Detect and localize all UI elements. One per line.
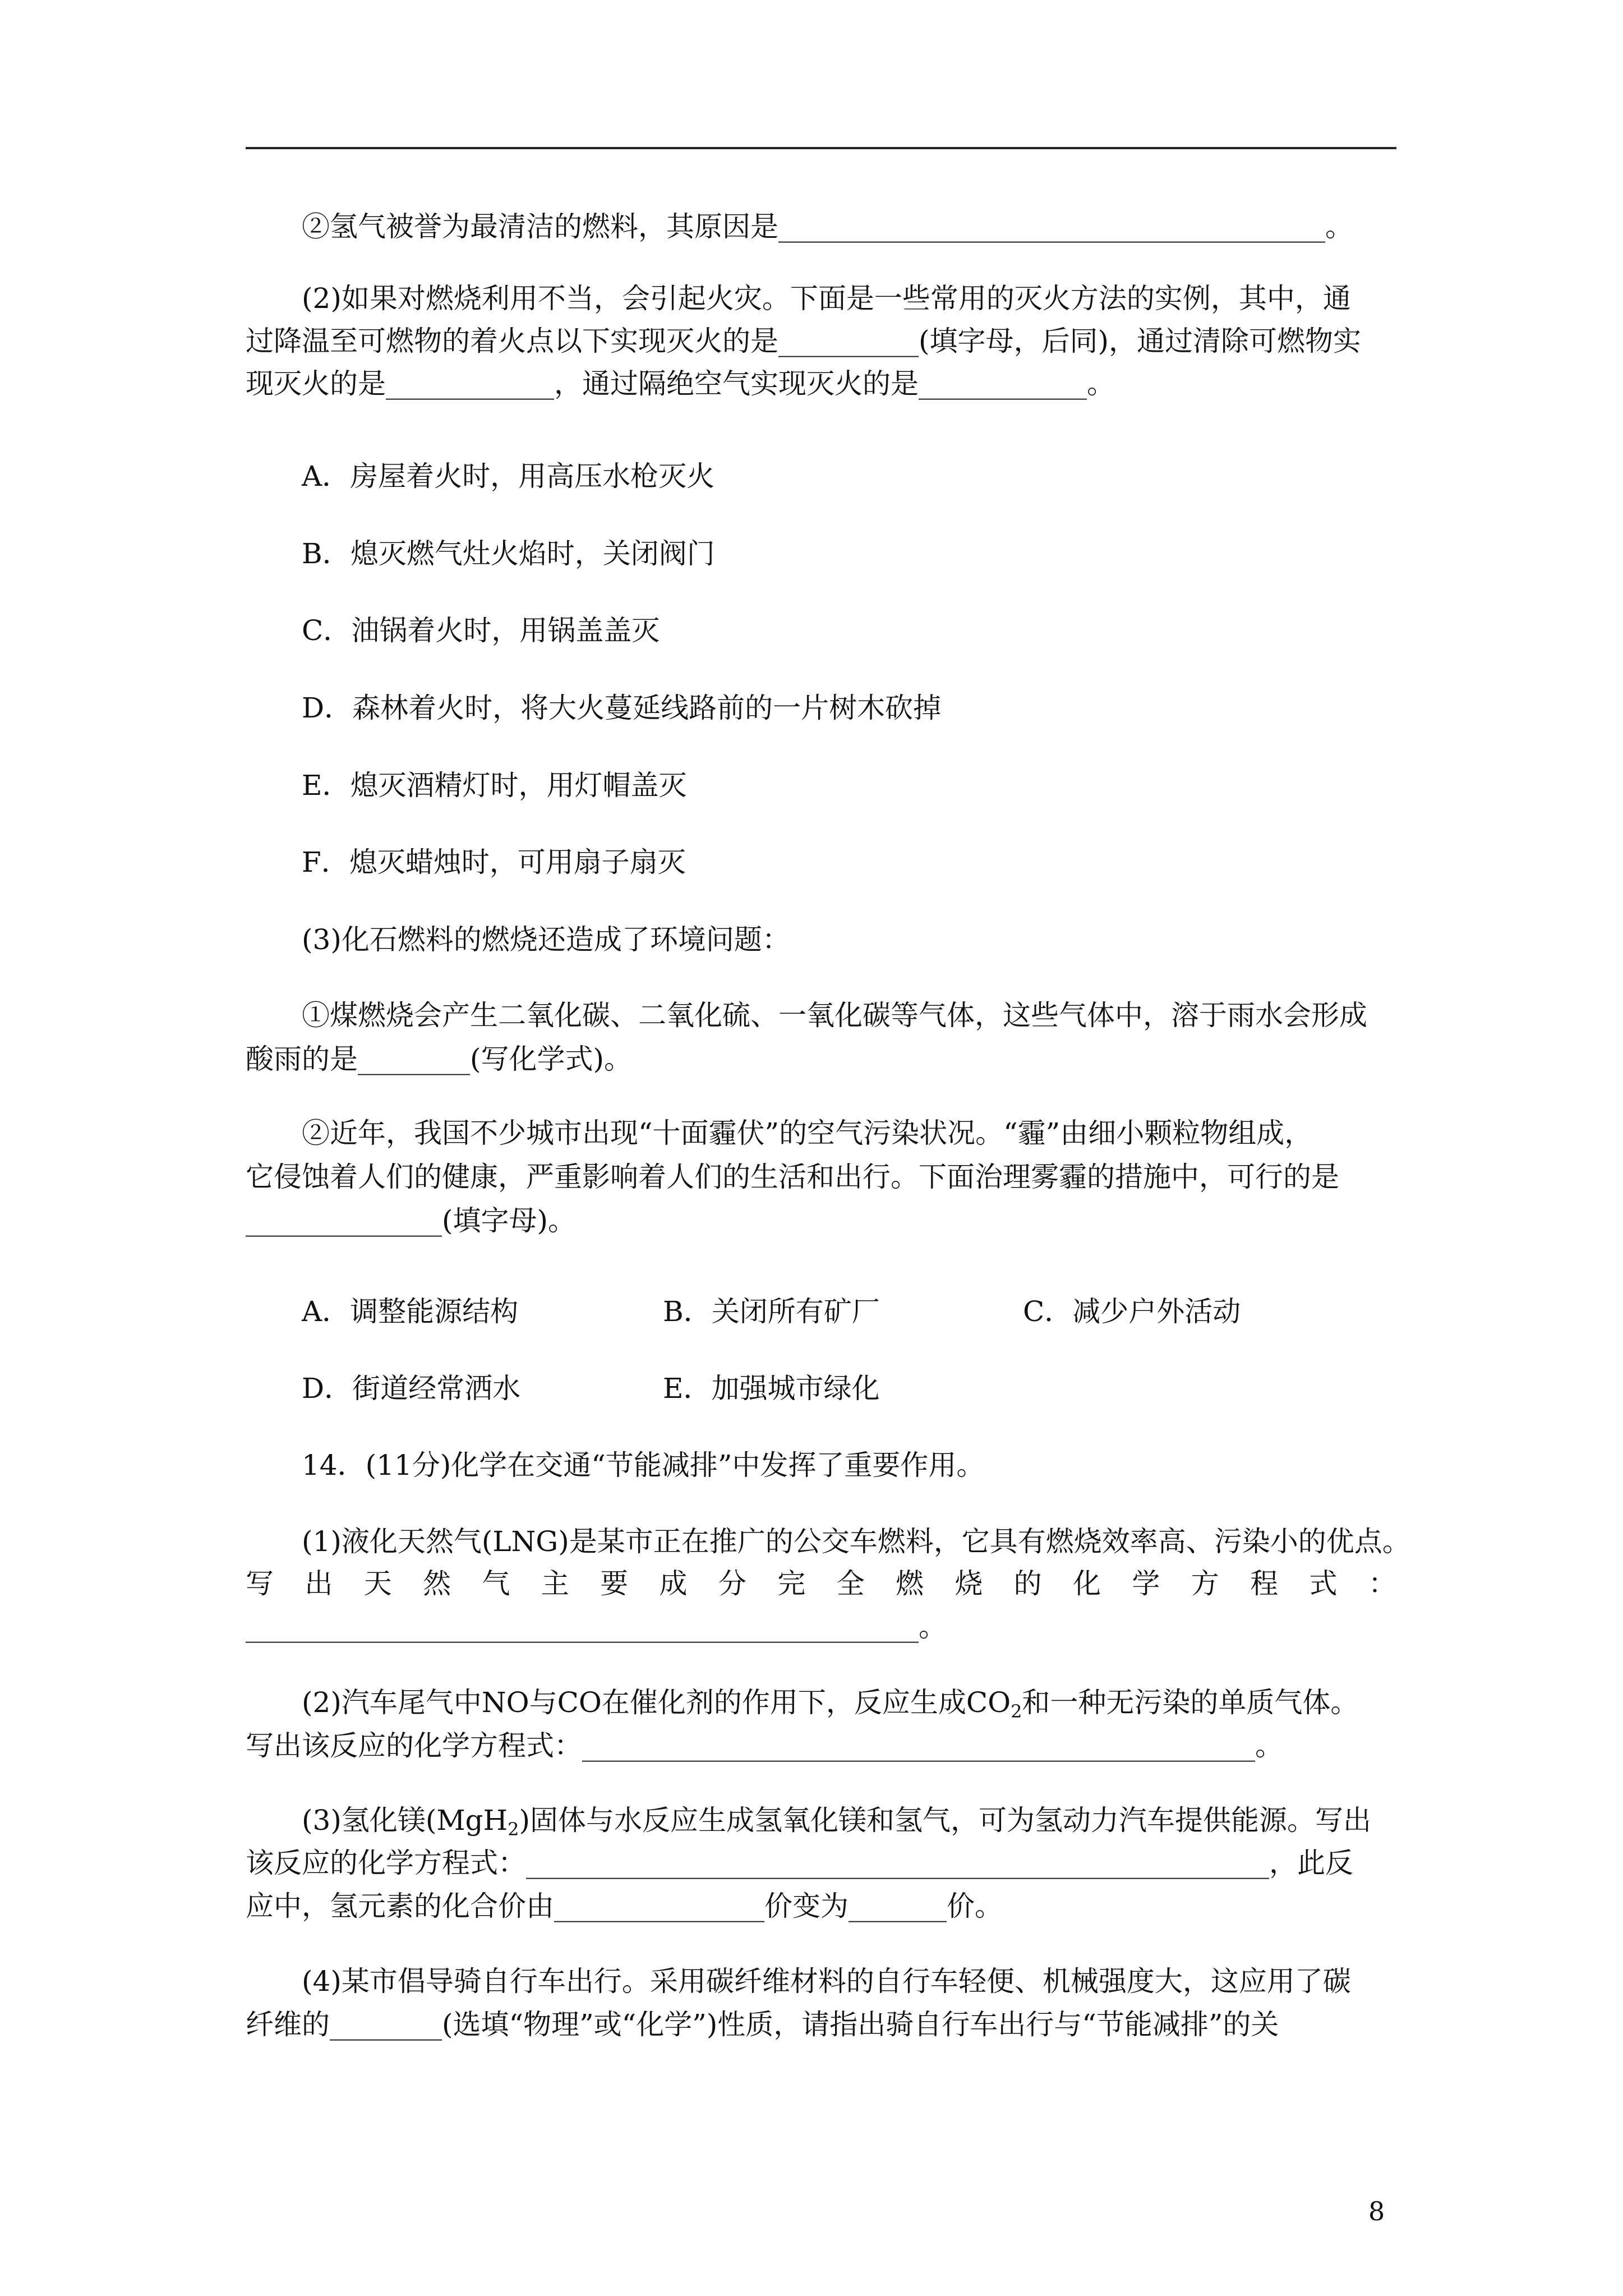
option-d: D．森林着火时，将大火蔓延线路前的一片树木砍掉 xyxy=(302,692,942,724)
spaced-char: 天 xyxy=(363,1567,392,1600)
spaced-char: 写 xyxy=(246,1567,274,1600)
question-line: (1)液化天然气(LNG)是某市正在推广的公交车燃料，它具有燃烧效率高、污染小的优点。 xyxy=(302,1525,1410,1558)
question-line: 该反应的化学方程式：_____________________________________________________，此反 xyxy=(246,1847,1353,1879)
page-number: 8 xyxy=(1368,2196,1385,2226)
spaced-char: 程 xyxy=(1250,1567,1279,1600)
spaced-char: 主 xyxy=(541,1567,569,1600)
choice-c: C．减少户外活动 xyxy=(1023,1295,1241,1328)
subscript: 2 xyxy=(508,1819,519,1840)
spaced-char: 化 xyxy=(1073,1567,1101,1600)
text-segment: (3)氢化镁(MgH xyxy=(302,1804,508,1837)
spaced-char: 学 xyxy=(1132,1567,1160,1600)
question-line: 写出该反应的化学方程式：________________________________________________。 xyxy=(246,1729,1283,1762)
spaced-char: 燃 xyxy=(895,1567,924,1600)
question-line: ②近年，我国不少城市出现“十面霾伏”的空气污染状况。“霾”由细小颗粒物组成， xyxy=(302,1117,1313,1149)
question-line: 过降温至可燃物的着火点以下实现灭火的是__________(填字母，后同)，通过清除可燃物实 xyxy=(246,325,1362,357)
spaced-char: ： xyxy=(1368,1567,1396,1600)
spaced-char: 然 xyxy=(423,1567,451,1600)
header-rule xyxy=(246,147,1396,149)
spaced-char: 的 xyxy=(1013,1567,1042,1600)
text-segment: 和一种无污染的单质气体。 xyxy=(1022,1686,1359,1719)
choice-d: D．街道经常洒水 xyxy=(302,1372,521,1405)
spaced-char: 成 xyxy=(659,1567,688,1600)
question-line: ①煤燃烧会产生二氧化碳、二氧化硫、一氧化碳等气体，这些气体中，溶于雨水会形成 xyxy=(302,999,1367,1032)
subscript: 2 xyxy=(1011,1701,1022,1722)
spaced-char: 方 xyxy=(1191,1567,1219,1600)
question-line: 酸雨的是________(写化学式)。 xyxy=(246,1043,633,1075)
question-line: ②氢气被誉为最清洁的燃料，其原因是_______________________________________。 xyxy=(302,210,1353,243)
question-line xyxy=(302,1802,1371,1838)
option-a: A．房屋着火时，用高压水枪灭火 xyxy=(302,460,715,493)
answer-blank-line: ________________________________________________。 xyxy=(246,1611,947,1643)
text-segment: )固体与水反应生成氢氧化镁和氢气，可为氢动力汽车提供能源。写出 xyxy=(519,1804,1372,1837)
choice-e: E．加强城市绿化 xyxy=(663,1372,880,1405)
question-line: 现灭火的是____________，通过隔绝空气实现灭火的是____________。 xyxy=(246,367,1115,400)
question-line: 纤维的________(选填“物理”或“化学”)性质，请指出骑自行车出行与“节能减排”的关 xyxy=(246,2008,1279,2041)
spaced-char: 要 xyxy=(600,1567,629,1600)
spaced-char: 完 xyxy=(777,1567,806,1600)
question-line: 它侵蚀着人们的健康，严重影响着人们的生活和出行。下面治理雾霾的措施中，可行的是 xyxy=(246,1161,1339,1193)
option-b: B．熄灭燃气灶火焰时，关闭阀门 xyxy=(302,537,715,570)
choice-b: B．关闭所有矿厂 xyxy=(663,1295,880,1328)
spaced-char: 气 xyxy=(482,1567,510,1600)
spaced-char: 全 xyxy=(836,1567,865,1600)
option-f: F．熄灭蜡烛时，可用扇子扇灭 xyxy=(302,846,686,878)
spaced-char: 式 xyxy=(1309,1567,1338,1600)
spaced-char: 分 xyxy=(718,1567,746,1600)
question-line: (2)如果对燃烧利用不当，会引起火灾。下面是一些常用的灭火方法的实例，其中，通 xyxy=(302,282,1351,315)
option-e: E．熄灭酒精灯时，用灯帽盖灭 xyxy=(302,769,687,802)
spaced-char: 出 xyxy=(305,1567,333,1600)
question-line: (4)某市倡导骑自行车出行。采用碳纤维材料的自行车轻便、机械强度大，这应用了碳 xyxy=(302,1965,1351,1998)
question-line-spaced xyxy=(246,1566,1396,1602)
spaced-char: 烧 xyxy=(955,1567,983,1600)
question-line: 应中，氢元素的化合价由_______________价变为_______价。 xyxy=(246,1890,1003,1922)
question-14-title: 14．(11分)化学在交通“节能减排”中发挥了重要作用。 xyxy=(302,1449,985,1481)
question-line xyxy=(302,1685,1358,1720)
text-segment: (2)汽车尾气中NO与CO在催化剂的作用下，反应生成CO xyxy=(302,1686,1011,1719)
option-c: C．油锅着火时，用锅盖盖灭 xyxy=(302,614,660,647)
question-line: ______________(填字母)。 xyxy=(246,1204,577,1237)
question-line: (3)化石燃料的燃烧还造成了环境问题： xyxy=(302,923,790,956)
choice-a: A．调整能源结构 xyxy=(302,1295,519,1328)
